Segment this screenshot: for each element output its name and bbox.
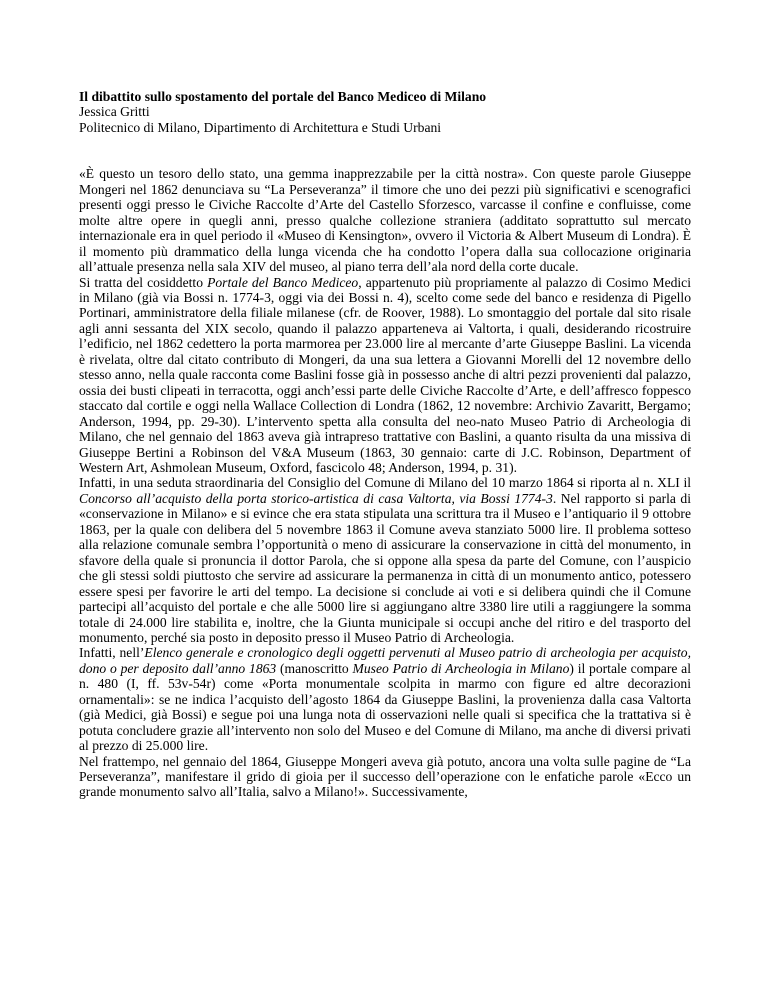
text-run: Infatti, nell’ [79,645,145,661]
spacer [79,135,691,166]
italic-title-run: Museo Patrio di Archeologia in Milano [352,660,570,676]
text-run: (manoscritto [276,660,353,676]
italic-title-run: Elenco generale e cronologico degli oggetti pervenuti al Museo patrio di archeologia per acquisto, dono o per deposito dall’anno 1863 [79,645,691,676]
paragraph-intro [79,166,691,274]
text-run: . Nel rapporto si parla di «conservazione in Milano» e si evince che era stata stipulata una scrittura tra il Museo e l’antiquario il 9 ottobre 1863, per la quale con delibera del 5 novembre 1863 il Comune aveva stanziato 5000 lire. Il problema sotteso alla relazione comunale sembra l’opportunità o meno di assicurare la conservazione in città del monumento, in sfavore della quale si pronuncia il dottor Parola, che si oppone alla spesa da parte del Comune, con l’auspicio che gli stessi soldi piuttosto che servire ad assicurare la permanenza in città di un monumento antico, potessero essere spesi per favorire le arti del tempo. La decisione si conclude ai voti e si delibera quindi che il Comune partecipi all’acquisto del portale e che alle 5000 lire si aggiungano altre 3380 lire utili a raggiungere la somma totale di 24.000 lire stabilita e, inoltre, che la Giunta municipale si occupi anche del ritiro e del trasporto del monumento, perché sia posto in deposito presso il Museo Patrio di Archeologia. [79,490,691,645]
italic-title-run: Concorso all’acquisto della porta storico-artistica di casa Valtorta, via Bossi 1774-3 [79,490,553,506]
document-page [79,89,691,800]
text-run: Si tratta del cosiddetto [79,274,208,290]
author-name: Jessica Gritti [79,104,150,120]
text-run: Infatti, in una seduta straordinaria del Consiglio del Comune di Milano del 10 marzo 1864 si riporta al n. XLI il [79,475,691,491]
document-title: Il dibattito sullo spostamento del portale del Banco Mediceo di Milano [79,89,487,104]
paragraph-consiglio [79,475,691,645]
author-affiliation: Politecnico di Milano, Dipartimento di Architettura e Studi Urbani [79,119,442,135]
italic-title-run: Portale del Banco Mediceo [207,274,359,290]
text-run: , appartenuto più propriamente al palazzo di Cosimo Medici in Milano (già via Bossi n. 1774-3, oggi via dei Bossi n. 4), scelto come sede del banco e residenza di Pigello Portinari, amministratore della filiale milanese (cfr. de Roover, 1988). Lo smontaggio del portale dal sito risale agli anni sessanta del XIX secolo, quando il palazzo apparteneva ai Valtorta, i quali, desiderando ricostruire l’edificio, nel 1862 cedettero la porta marmorea per 23.000 lire al mercante d’arte Giuseppe Baslini. La vicenda è rivelata, oltre dal citato contributo di Mongeri, da una sua lettera a Giovanni Morelli del 12 novembre dello stesso anno, nella quale racconta come Baslini fosse già in possesso anche di altri pezzi provenienti dal palazzo, ossia dei busti clipeati in terracotta, oggi anch’essi parte delle Civiche Raccolte d’Arte, e dell’affresco foppesco staccato dal cortile e oggi nella Wallace Collection di Londra (1862, 12 novembre: Archivio Zavaritt, Bergamo; Anderson, 1994, pp. 29-30). L’intervento spetta alla consulta del neo-nato Museo Patrio di Archeologia di Milano, che nel gennaio del 1863 aveva già intrapreso trattative con Baslini, a quanto risulta da una missiva di Giuseppe Bertini a Robinson del V&A Museum (1863, 30 gennaio: carte di J.C. Robinson, Department of Western Art, Ashmolean Museum, Oxford, fascicolo 48; Anderson, 1994, p. 31). [79,274,691,475]
paragraph-elenco [79,645,691,753]
text-run: «È questo un tesoro dello stato, una gemma inapprezzabile per la città nostra». Con queste parole Giuseppe Mongeri nel 1862 denunciava su “La Perseveranza” il timore che uno dei pezzi più significativi e scenografici presenti oggi presso le Civiche Raccolte d’Arte del Castello Sforzesco, varcasse il confine e confluisse, come molte altre opere in quegli anni, presso qualche collezione straniera (additato soprattutto sul mercato internazionale era in quel periodo il «Museo di Kensington», ovvero il Victoria & Albert Museum di Londra). È il momento più drammatico della lunga vicenda che ha condotto l’opera dalla sua collocazione originaria all’attuale presenza nella sala XIV del museo, al piano terra dell’ala nord della corte ducale. [79,166,691,275]
text-run: ) il portale compare al n. 480 (I, ff. 53v-54r) come «Porta monumentale scolpita in marmo con figure ed altre decorazioni ornamentali»: se ne indica l’acquisto dell’agosto 1864 da Giuseppe Baslini, la provenienza dalla casa Valtorta (già Medici, già Bossi) e segue poi una lunga nota di osservazioni nelle quali si specifica che la trattativa si è potuta concludere grazie all’intervento non solo del Museo e del Comune di Milano, ma anche di diversi privati al prezzo di 25.000 lire. [79,660,691,754]
paragraph-portale [79,275,691,476]
paragraph-frattempo [79,754,691,800]
text-run: Nel frattempo, nel gennaio del 1864, Giuseppe Mongeri aveva già potuto, ancora una volta sulle pagine de “La Perseveranza”, manifestare il grido di gioia per il successo dell’operazione con le enfatiche parole «Ecco un grande monumento salvo all’Italia, salvo a Milano!». Successivamente, [79,753,691,800]
